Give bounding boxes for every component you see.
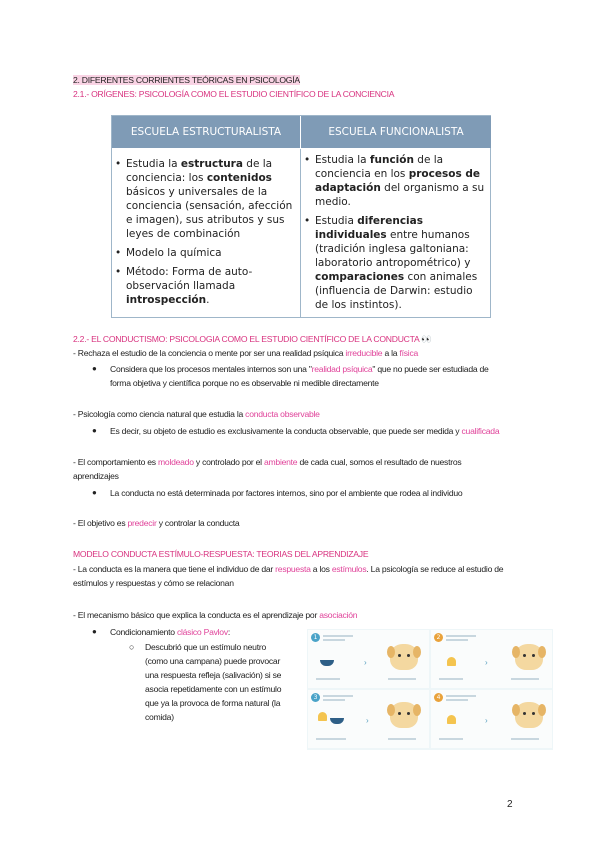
structuralist-bullet-2: • Modelo la química (112, 246, 296, 260)
conductismo-line-9: - El objetivo es predecir y controlar la conducta (73, 518, 240, 528)
dog-icon (390, 702, 418, 728)
step-number-2: 2 (434, 633, 443, 642)
conductismo-line-4: - Psicología como ciencia natural que estudia la conducta observable (73, 409, 320, 419)
bell-icon (447, 657, 456, 666)
step-number-3: 3 (311, 693, 320, 702)
arrow-icon: › (364, 658, 367, 667)
conductismo-line-8: La conducta no está determinada por factores internos, sino por el ambiente que rodea al individuo (110, 488, 463, 498)
diagram-panel-1 (308, 630, 429, 688)
page-number: 2 (507, 799, 513, 810)
modelo-line-2: estímulos y respuestas y cómo se relacionan (73, 578, 234, 588)
conductismo-heading: 2.2.- EL CONDUCTISMO: PSICOLOGIA COMO EL ESTUDIO CIENTÍFICO DE LA CONDUCTA 👀 (73, 334, 432, 344)
diagram-panel-4 (431, 690, 552, 748)
step-number-1: 1 (311, 633, 320, 642)
bell-icon (447, 715, 456, 724)
step-number-4: 4 (434, 693, 443, 702)
conductismo-line-2: Considera que los procesos mentales internos son una "realidad psíquica" que no puede ser estudiada de (110, 364, 489, 374)
functionalist-bullet-1: • Estudia la función de la conciencia en los procesos de adaptación del organismo a su medio. (301, 153, 487, 209)
structuralist-bullet-3: • Método: Forma de auto-observación llamada introspección. (112, 265, 296, 307)
bullet-circle: ○ (129, 642, 135, 652)
bullet-dot: ● (92, 364, 97, 373)
functionalist-column (301, 149, 491, 317)
bullet-dot: ● (92, 426, 97, 435)
pavlov-conditioning-diagram (307, 629, 553, 750)
arrow-icon: › (485, 658, 488, 667)
dog-icon (515, 644, 543, 670)
schools-comparison-table (111, 115, 491, 318)
structuralist-bullet-1: • Estudia la estructura de la conciencia: los contenidos básicos y universales de la conciencia (sensación, afección e imagen), sus atributos y sus leyes de combinación (112, 157, 296, 241)
arrow-icon: › (366, 716, 369, 725)
modelo-line-4: Condicionamiento clásico Pavlov: (110, 627, 231, 637)
conductismo-line-3: forma objetiva y científica porque no es observable ni medible directamente (110, 378, 379, 388)
diagram-panel-3 (308, 690, 429, 748)
subsection-origins: 2.1.- ORÍGENES: PSICOLOGÍA COMO EL ESTUDIO CIENTÍFICO DE LA CONCIENCIA (73, 89, 395, 99)
dog-icon (515, 702, 543, 728)
arrow-icon: › (485, 716, 488, 725)
food-bowl-icon (320, 660, 334, 666)
modelo-line-1: - La conducta es la manera que tiene el individuo de dar respuesta a los estímulos. La psicología se reduce al estudio de (73, 564, 504, 574)
header-structuralist: ESCUELA ESTRUCTURALISTA (112, 116, 301, 148)
bullet-dot: ● (92, 488, 97, 497)
eyes-icon: 👀 (421, 334, 432, 344)
header-functionalist: ESCUELA FUNCIONALISTA (301, 116, 491, 148)
bullet-dot: ● (92, 627, 97, 636)
bell-icon (318, 712, 327, 721)
conductismo-line-5: Es decir, su objeto de estudio es exclusivamente la conducta observable, que puede ser medida y cualificada (110, 426, 500, 436)
structuralist-column (112, 149, 301, 318)
conductismo-line-1: - Rechaza el estudio de la conciencia o mente por ser una realidad psíquica irreducible a la física (73, 348, 419, 358)
dog-icon (390, 644, 418, 670)
diagram-panel-2 (431, 630, 552, 688)
functionalist-bullet-2: • Estudia diferencias individuales entre humanos (tradición inglesa galtoniana: laboratorio antropométrico) y comparaciones con animales (influencia de Darwin: estudio de los instintos). (301, 214, 487, 312)
modelo-heading: MODELO CONDUCTA ESTÍMULO-RESPUESTA: TEORIAS DEL APRENDIZAJE (73, 549, 369, 559)
section-title: 2. DIFERENTES CORRIENTES TEÓRICAS EN PSICOLOGÍA (73, 75, 300, 85)
food-bowl-icon (330, 718, 344, 724)
modelo-line-3: - El mecanismo básico que explica la conducta es el aprendizaje por asociación (73, 610, 358, 620)
conductismo-line-7: aprendizajes (73, 471, 119, 481)
conductismo-line-6: - El comportamiento es moldeado y controlado por el ambiente de cada cual, somos el resultado de nuestros (73, 457, 462, 467)
